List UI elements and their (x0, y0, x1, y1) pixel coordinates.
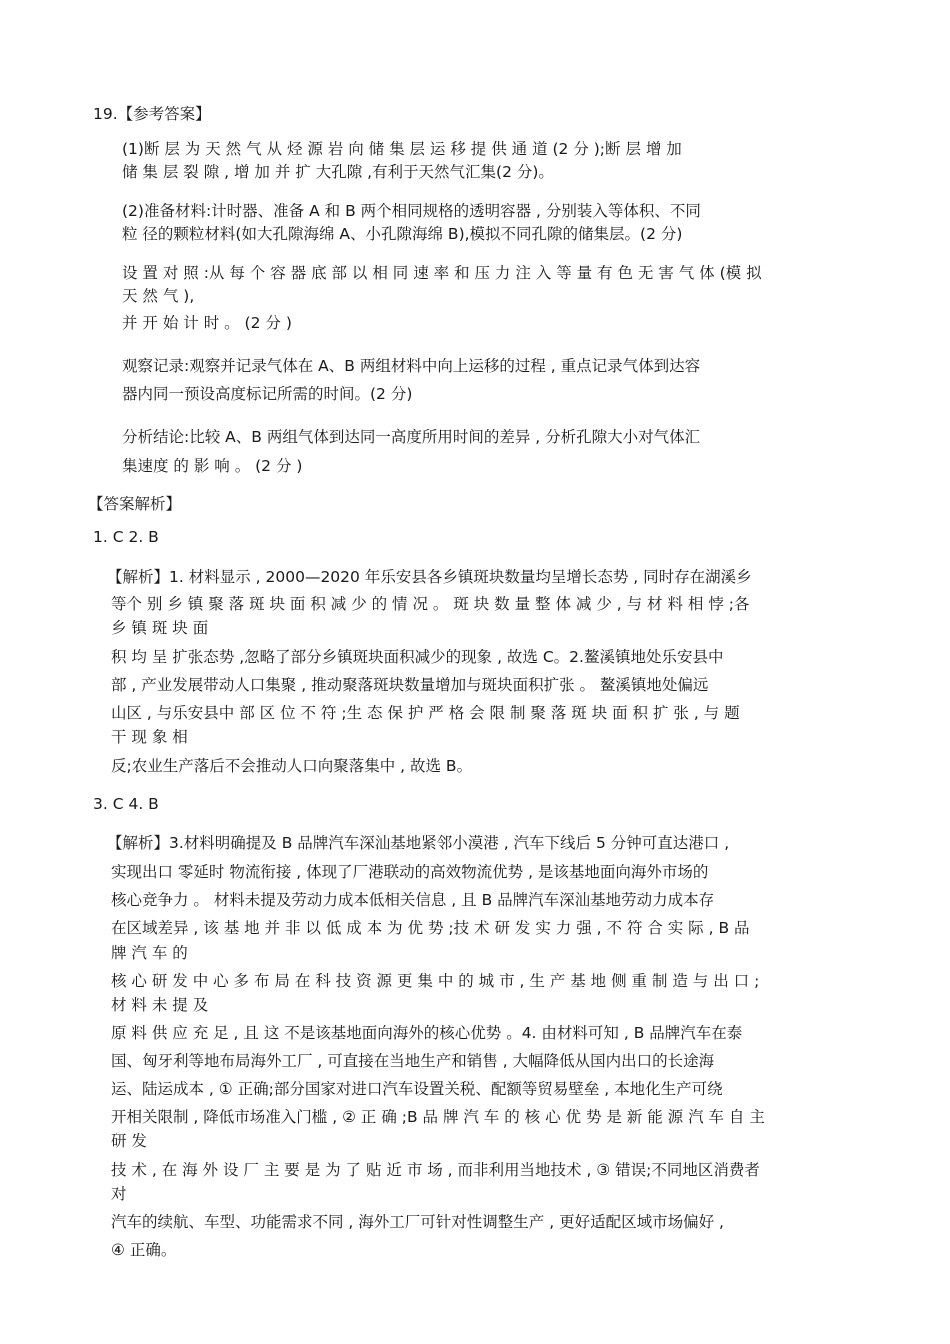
explanation-1-2-line: 干 现 象 相 (111, 728, 188, 746)
explanation-3-4-line: 研 发 (111, 1132, 147, 1150)
explanation-3-4-line: 国、匈牙利等地布局海外工厂 , 可直接在当地生产和销售 , 大幅降低从国内出口的长途海 (111, 1052, 715, 1070)
explanation-3-4-line: 汽车的续航、车型、功能需求不同 , 海外工厂可针对性调整生产 , 更好适配区域市场偏好 , (111, 1213, 724, 1231)
q19-p5-line: 分析结论:比较 A、B 两组气体到达同一高度所用时间的差异 , 分析孔隙大小对气体汇 (122, 428, 701, 446)
explanation-3-4-line: 【解析】3.材料明确提及 B 品牌汽车深汕基地紧邻小漠港 , 汽车下线后 5 分钟可直达港口 , (107, 834, 730, 852)
answers-1-2: 1. C 2. B (93, 528, 159, 546)
q19-p3-line: 设 置 对 照 :从 每 个 容 器 底 部 以 相 同 速 率 和 压 力 注 入 等 量 有 色 无 害 气 体 (模 拟 (122, 264, 762, 282)
explanation-3-4-line: 技 术 , 在 海 外 设 厂 主 要 是 为 了 贴 近 市 场 , 而非利用当地技术 , ③ 错误;不同地区消费者 (111, 1161, 760, 1179)
explanation-3-4-line: 核心竞争力 。 材料未提及劳动力成本低相关信息 , 且 B 品牌汽车深汕基地劳动力成本存 (111, 891, 715, 909)
explanation-3-4-line: 核 心 研 发 中 心 多 布 局 在 科 技 资 源 更 集 中 的 城 市 , 生 产 基 地 侧 重 制 造 与 出 口 ; (111, 972, 760, 990)
explanation-1-2-line: 部 , 产业发展带动人口集聚 , 推动聚落斑块数量增加与斑块面积扩张 。 鳌溪镇地处偏远 (111, 676, 709, 694)
explanation-1-2-line: 反;农业生产落后不会推动人口向聚落集中 , 故选 B。 (111, 757, 473, 775)
q19-p1-line: (1)断 层 为 天 然 气 从 烃 源 岩 向 储 集 层 运 移 提 供 通 道 (2 分 );断 层 增 加 (122, 140, 682, 158)
q19-p4-line: 器内同一预设高度标记所需的时间。(2 分) (122, 385, 413, 403)
explanation-3-4-line: ④ 正确。 (111, 1241, 177, 1259)
explanation-3-4-line: 开相关限制 , 降低市场准入门槛 , ② 正 确 ;B 品 牌 汽 车 的 核 心 优 势 是 新 能 源 汽 车 自 主 (111, 1108, 765, 1126)
q19-heading: 19.【参考答案】 (93, 105, 211, 123)
explanation-3-4-line: 材 料 未 提 及 (111, 996, 209, 1014)
explanation-3-4-line: 在区域差异 , 该 基 地 并 非 以 低 成 本 为 优 势 ;技 术 研 发 实 力 强 , 不 符 合 实 际 , B 品 (111, 919, 750, 937)
explanation-1-2-line: 等个 别 乡 镇 聚 落 斑 块 面 积 减 少 的 情 况 。 斑 块 数 量 整 体 减 少 , 与 材 料 相 悖 ;各 (111, 595, 750, 613)
q19-p5-line: 集速度 的 影 响 。 (2 分 ) (122, 457, 303, 475)
explanation-3-4-line: 实现出口 零延时 物流衔接 , 体现了厂港联动的高效物流优势 , 是该基地面向海外市场的 (111, 863, 709, 881)
q19-p3-line: 并 开 始 计 时 。 (2 分 ) (122, 314, 292, 332)
answers-3-4: 3. C 4. B (93, 795, 159, 813)
explanation-3-4-line: 对 (111, 1185, 127, 1203)
q19-p2-line: 粒 径的颗粒材料(如大孔隙海绵 A、小孔隙海绵 B),模拟不同孔隙的储集层。(2 分) (122, 225, 683, 243)
analysis-heading: 【答案解析】 (88, 495, 182, 513)
explanation-3-4-line: 运、陆运成本 , ① 正确;部分国家对进口汽车设置关税、配额等贸易壁垒 , 本地化生产可绕 (111, 1080, 723, 1098)
q19-p1-line: 储 集 层 裂 隙 , 增 加 并 扩 大孔隙 ,有利于天然气汇集(2 分)。 (122, 163, 554, 181)
explanation-3-4-line: 原 料 供 应 充 足 , 且 这 不是该基地面向海外的核心优势 。4. 由材料可知 , B 品牌汽车在泰 (111, 1024, 743, 1042)
q19-p4-line: 观察记录:观察并记录气体在 A、B 两组材料中向上运移的过程 , 重点记录气体到达容 (122, 357, 701, 375)
explanation-1-2-line: 山区 , 与乐安县中 部 区 位 不 符 ;生 态 保 护 严 格 会 限 制 聚 落 斑 块 面 积 扩 张 , 与 题 (111, 704, 740, 722)
q19-p3-line: 天 然 气 ), (122, 287, 195, 305)
q19-p2-line: (2)准备材料:计时器、准备 A 和 B 两个相同规格的透明容器 , 分别装入等体积、不同 (122, 202, 701, 220)
explanation-1-2-line: 积 均 呈 扩张态势 ,忽略了部分乡镇斑块面积减少的现象 , 故选 C。2.鳌溪镇地处乐安县中 (111, 648, 724, 666)
explanation-1-2-line: 乡 镇 斑 块 面 (111, 619, 209, 637)
explanation-3-4-line: 牌 汽 车 的 (111, 944, 188, 962)
explanation-1-2-line: 【解析】1. 材料显示 , 2000—2020 年乐安县各乡镇斑块数量均呈增长态势 , 同时存在湖溪乡 (107, 568, 752, 586)
